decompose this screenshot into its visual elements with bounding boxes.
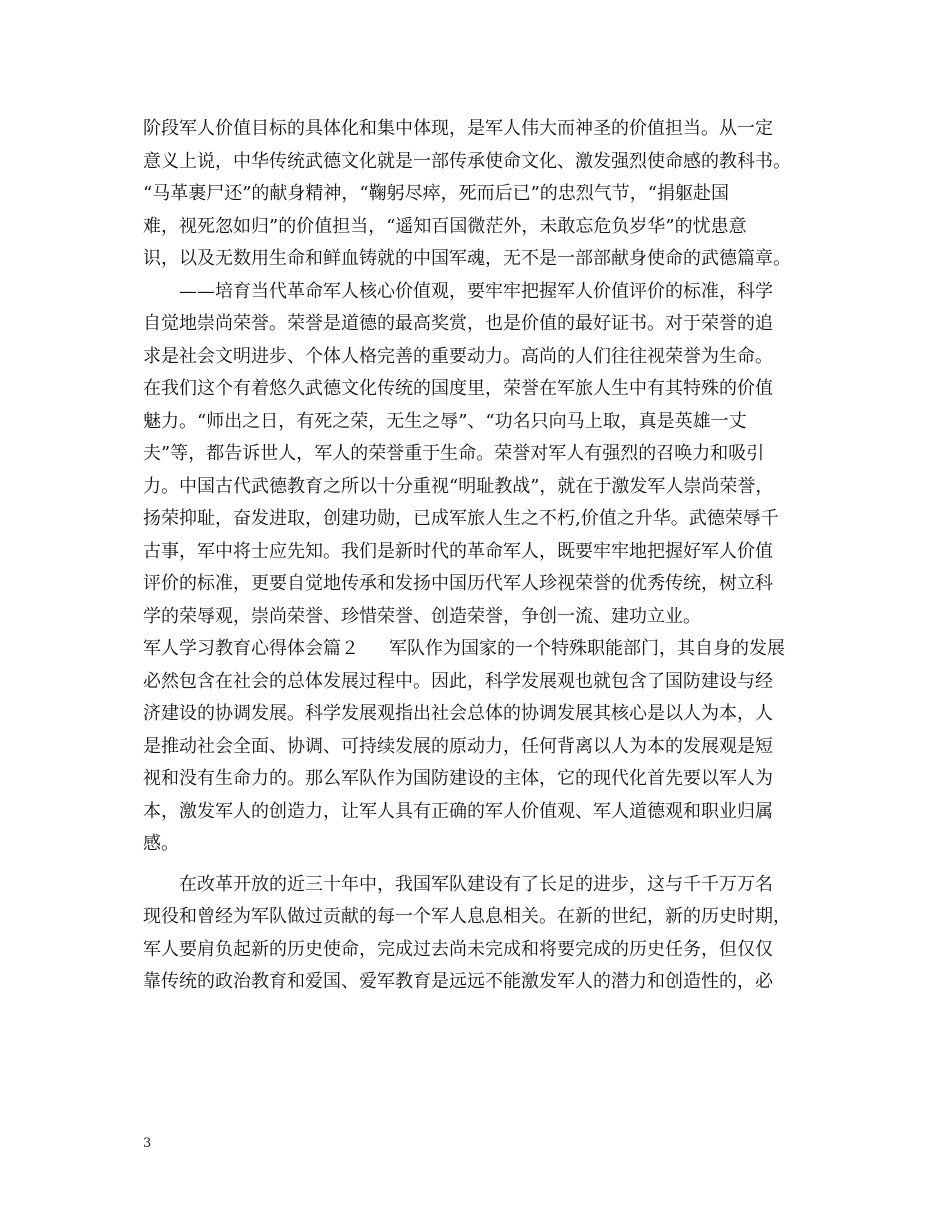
text-line: 评价的标准，更要自觉地传承和发扬中国历代军人珍视荣誉的优秀传统，树立科 [143, 573, 773, 594]
text-line: ——培育当代革命军人核心价值观，要牢牢把握军人价值评价的标准，科学 [179, 280, 773, 302]
text-line: 阶段军人价值目标的具体化和集中体现，是军人伟大而神圣的价值担当。从一定 [143, 118, 773, 139]
text-line: 在我们这个有着悠久武德文化传统的国度里，荣誉在军旅人生中有其特殊的价值 [143, 378, 773, 399]
text-line: 视和没有生命力的。那么军队作为国防建设的主体，它的现代化首先要以军人为 [143, 768, 773, 789]
text-line: 济建设的协调发展。科学发展观指出社会总体的协调发展其核心是以人为本，人 [143, 703, 773, 724]
text-line: 难，视死忽如归”的价值担当，“遥知百国微茫外，未敢忘危负岁华”的忧患意 [143, 215, 747, 237]
text-line: 夫”等，都告诉世人，军人的荣誉重于生命。荣誉对军人有强烈的召唤力和吸引 [143, 443, 765, 464]
text-line: 意义上说，中华传统武德文化就是一部传承使命文化、激发强烈使命感的教科书。 [143, 150, 791, 172]
text-line: 军人要肩负起新的历史使命，完成过去尚未完成和将要完成的历史任务，但仅仅 [143, 938, 773, 960]
section [143, 633, 811, 861]
text-line: 军队作为国家的一个特殊职能部门，其自身的发展 [389, 638, 785, 659]
paragraph [143, 113, 811, 276]
text-line: 求是社会文明进步、个体人格完善的重要动力。高尚的人们往往视荣誉为生命。 [143, 345, 773, 367]
text-line: 古事，军中将士应先知。我们是新时代的革命军人，既要牢牢地把握好军人价值 [143, 540, 773, 562]
text-line: 扬荣抑耻，奋发进取，创建功勋，已成军旅人生之不朽,价值之升华。武德荣辱千 [143, 508, 779, 529]
text-line: 现役和曾经为军队做过贡献的每一个军人息息相关。在新的世纪，新的历史时期， [143, 906, 791, 927]
paragraph [143, 869, 811, 999]
page-number: 3 [143, 1136, 152, 1151]
text-line: 本，激发军人的创造力，让军人具有正确的军人价值观、军人道德观和职业归属 [143, 800, 773, 822]
text-line: “马革裹尸还”的献身精神，“鞠躬尽瘁，死而后已”的忠烈气节，“捐躯赴国 [143, 183, 730, 204]
section-first-line [143, 633, 811, 666]
document-body [143, 113, 811, 999]
text-line: 力。中国古代武德教育之所以十分重视“明耻教战”，就在于激发军人崇尚荣誉， [143, 475, 774, 497]
text-line: 在改革开放的近三十年中，我国军队建设有了长足的进步，这与千千万万名 [179, 873, 773, 895]
text-line: 必然包含在社会的总体发展过程中。因此，科学发展观也就包含了国防建设与经 [143, 670, 773, 692]
text-line: 学的荣辱观，崇尚荣誉、珍惜荣誉、创造荣誉，争创一流、建功立业。 [143, 605, 701, 627]
paragraph [143, 276, 811, 634]
text-line: 自觉地崇尚荣誉。荣誉是道德的最高奖赏，也是价值的最好证书。对于荣誉的追 [143, 313, 773, 334]
section-title: 军人学习教育心得体会篇２ [143, 638, 359, 659]
text-line: 魅力。“师出之日，有死之荣，无生之辱”、“功名只向马上取，真是英雄一丈 [143, 410, 747, 432]
text-line: 靠传统的政治教育和爱国、爱军教育是远远不能激发军人的潜力和创造性的，必 [143, 971, 773, 992]
text-line: 识，以及无数用生命和鲜血铸就的中国军魂，无不是一部部献身使命的武德篇章。 [143, 248, 791, 269]
text-line: 是推动社会全面、协调、可持续发展的原动力，任何背离以人为本的发展观是短 [143, 735, 773, 757]
text-line: 感。 [143, 833, 179, 854]
